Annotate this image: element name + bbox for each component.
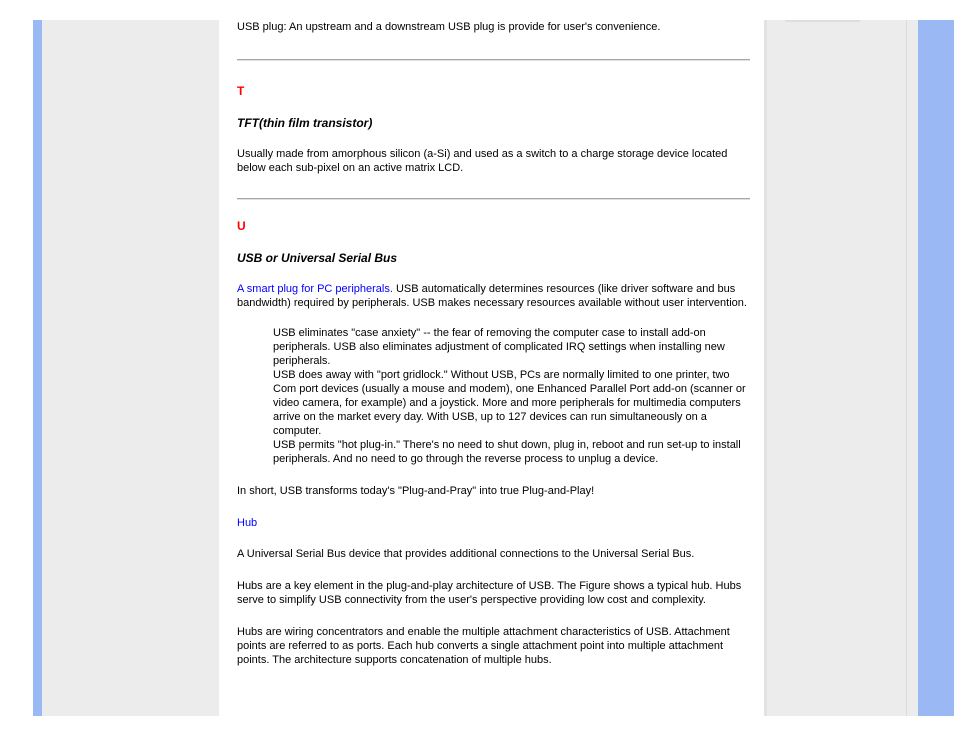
hub-paragraph-2: Hubs are wiring concentrators and enable the multiple attachment characteristics of USB. Attachment points are referred to as ports. Each hub converts a single attachment point into multiple attachment points. The architecture supports concatenation of multiple hubs. — [237, 626, 730, 666]
term-tft: TFT(thin film transistor) — [237, 116, 373, 130]
right-frame-divider — [906, 20, 907, 716]
term-usb: USB or Universal Serial Bus — [237, 251, 398, 265]
left-frame-blue-bar — [33, 20, 42, 716]
smart-plug-link[interactable]: A smart plug for PC peripherals. — [237, 283, 393, 295]
usb-benefit-item: USB does away with "port gridlock." Without USB, PCs are normally limited to one printer, two Com port devices (usually a mouse and modem), one Enhanced Parallel Port add-on (scanner or video camera, for example) and a joystick. More and more peripherals for multimedia computers arrive on the market every day. With USB, up to 127 devices can run simultaneously on a computer. — [273, 369, 746, 437]
section-letter-t: T — [237, 84, 245, 98]
right-frame-blue-bar — [918, 20, 954, 716]
term-usb-definition-text: USB automatically determines resources (like driver software and bus bandwidth) required by peripherals. USB makes necessary resources available without user intervention. — [237, 283, 747, 309]
left-frame-panel — [42, 20, 219, 716]
section-divider — [237, 59, 750, 61]
usb-benefit-item: USB eliminates "case anxiety" -- the fear of removing the computer case to install add-on peripherals. USB also eliminates adjustment of complicated IRQ settings when installing new peripherals. — [273, 327, 725, 367]
term-tft-definition: Usually made from amorphous silicon (a-Si) and used as a switch to a charge storage device located below each sub-pixel on an active matrix LCD. — [237, 148, 728, 174]
intro-text: USB plug: An upstream and a downstream USB plug is provide for user's convenience. — [237, 21, 661, 33]
hub-link-paragraph — [237, 516, 750, 530]
hub-link[interactable]: Hub — [237, 517, 258, 529]
hub-paragraph-1: Hubs are a key element in the plug-and-play architecture of USB. The Figure shows a typical hub. Hubs serve to simplify USB connectivity from the user's perspective providing low cost and complexity. — [237, 580, 742, 606]
usb-summary: In short, USB transforms today's "Plug-and-Pray" into true Plug-and-Play! — [237, 485, 595, 497]
glossary-content — [237, 19, 750, 667]
usb-benefit-item: USB permits "hot plug-in." There's no need to shut down, plug in, reboot and run set-up to install peripherals. And no need to go through the reverse process to unplug a device. — [273, 439, 741, 465]
term-usb-definition — [237, 282, 750, 310]
section-divider — [237, 198, 750, 200]
usb-benefits-list — [237, 326, 750, 466]
right-frame-top-rule — [785, 20, 860, 22]
section-letter-u: U — [237, 219, 246, 233]
hub-definition: A Universal Serial Bus device that provides additional connections to the Universal Serial Bus. — [237, 548, 695, 560]
right-frame-panel — [764, 20, 918, 716]
